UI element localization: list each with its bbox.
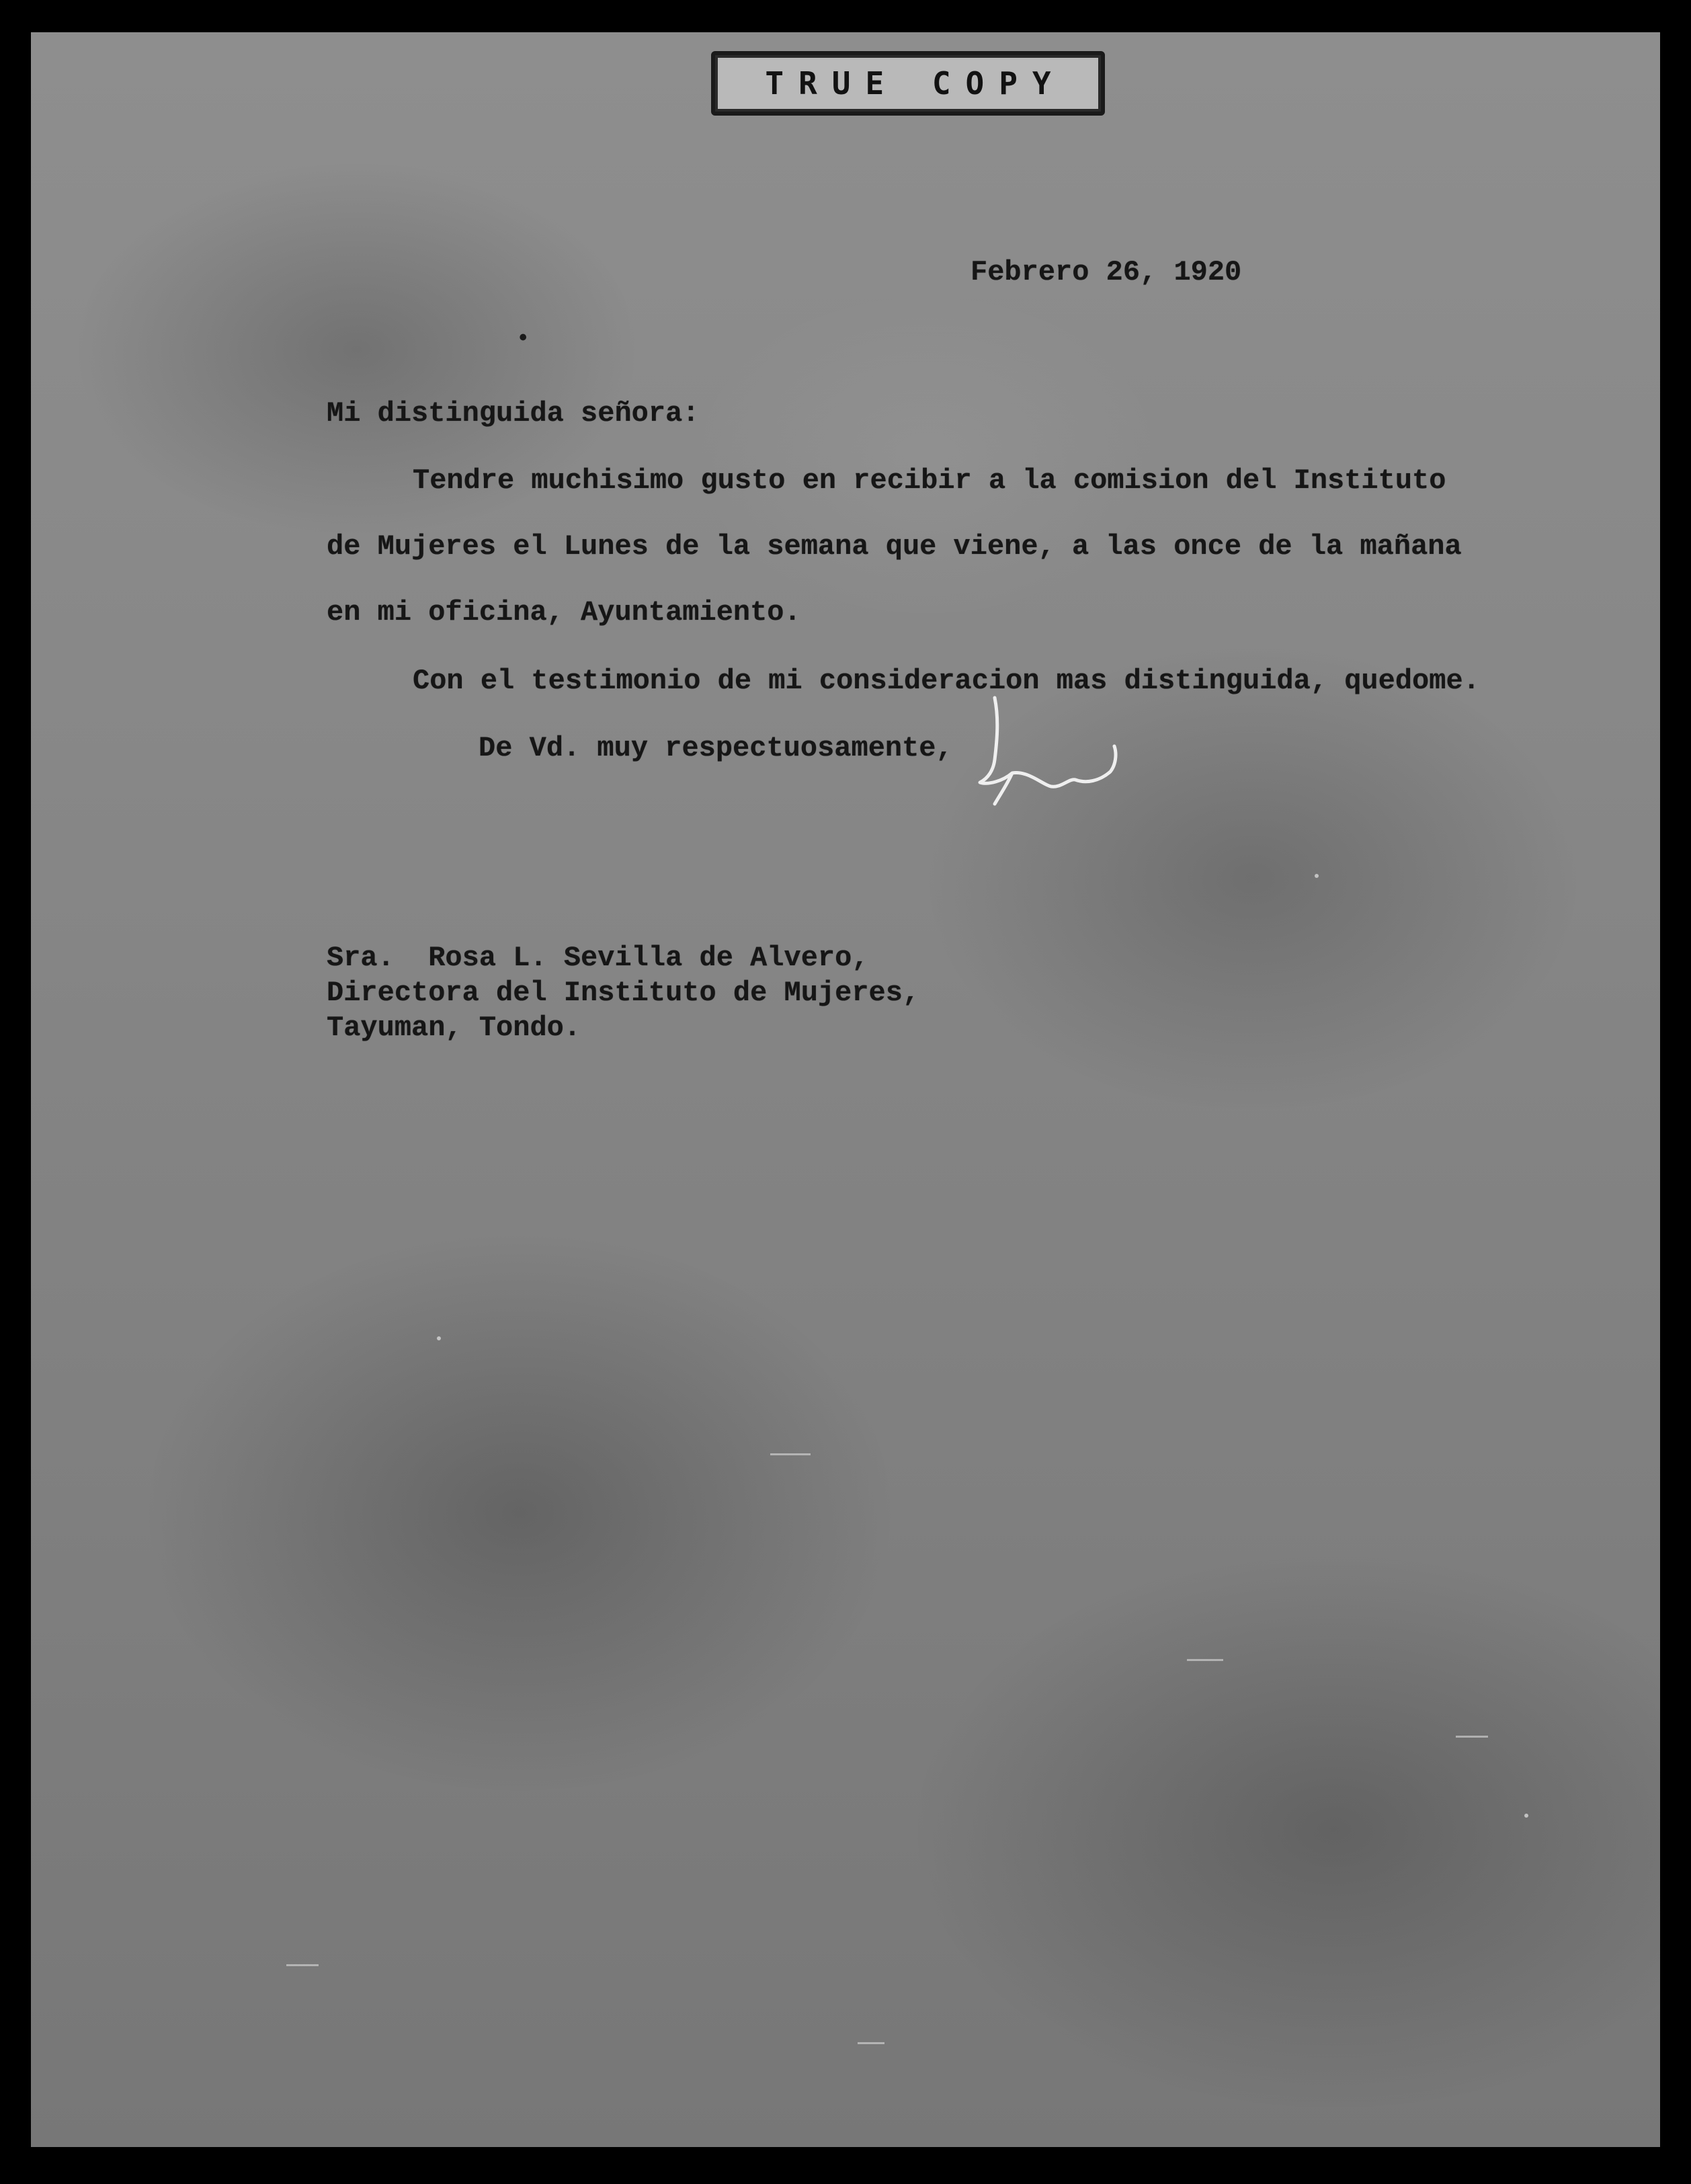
letter-page [31, 32, 1660, 2147]
letter-date: Febrero 26, 1920 [971, 256, 1242, 288]
stray-mark: • [516, 327, 530, 352]
recipient-name: Sra. Rosa L. Sevilla de Alvero, [327, 942, 869, 974]
closing-line: Con el testimonio de mi consideracion mas distinguida, quedome. [413, 665, 1480, 697]
recipient-address: Tayuman, Tondo. [327, 1012, 581, 1044]
body-line-2: de Mujeres el Lunes de la semana que viene, a las once de la mañana [327, 530, 1462, 563]
film-scratch [1187, 1659, 1223, 1661]
valediction: De Vd. muy respectuosamente, [479, 732, 953, 764]
salutation: Mi distinguida señora: [327, 397, 700, 430]
film-speck [437, 1336, 441, 1340]
body-line-1: Tendre muchisimo gusto en recibir a la comision del Instituto [413, 464, 1446, 497]
film-scratch [286, 1964, 319, 1966]
true-copy-stamp [711, 51, 1105, 116]
film-speck [1315, 874, 1319, 878]
film-scratch [770, 1453, 811, 1455]
film-scratch [1456, 1736, 1488, 1738]
film-scratch [858, 2042, 884, 2044]
recipient-title: Directora del Instituto de Mujeres, [327, 977, 920, 1009]
film-speck [1524, 1814, 1528, 1818]
stamp-text: TRUE COPY [765, 65, 1066, 102]
handwritten-signature [968, 684, 1129, 812]
body-line-3: en mi oficina, Ayuntamiento. [327, 596, 801, 629]
